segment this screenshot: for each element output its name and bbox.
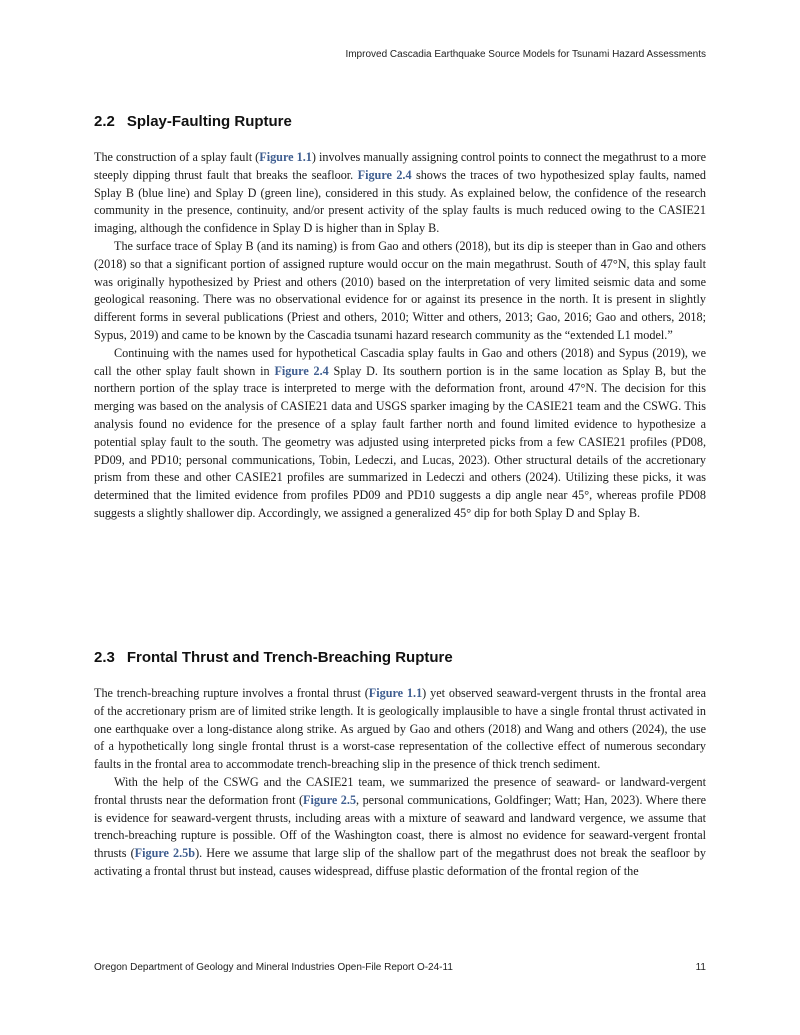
paragraph [94,774,706,881]
paragraph-text: , personal communications, Goldfinger; Watt; Han, 2023). Where there is evidence for seaward-vergent thrusts, including areas with a mixture of seaward and landward vergence, we assume that trench-breaching rupture is possible. Off of the Washington coast, there is almost no evidence for seaward-vergent frontal thrusts ( [94,792,706,861]
section-heading-2-2 [94,113,292,130]
paragraph [94,685,706,774]
section-body-2-3 [94,685,706,881]
paragraph-text: Splay D. Its southern portion is in the same location as Splay B, but the northern portion of the splay trace is interpreted to merge with the deformation front, around 47°N. The decision for this merging was based on the analysis of CASIE21 data and USGS sparker imaging by the CASIE21 team and the CSWG. This analysis found no evidence for the presence of a splay fault farther north and found limited evidence to hypothesize a potential splay fault to the south. The geometry was adjusted using interpreted picks from a few CASIE21 profiles (PD08, PD09, and PD10; personal communications, Tobin, Ledeczi, and Lucas, 2023). Other structural details of the accretionary prism from these and other CASIE21 profiles are summarized in Ledeczi and others (2024). Utilizing these picks, it was determined that the limited evidence from profiles PD09 and PD10 suggests a dip angle near 45°, whereas profile PD08 suggests a slightly shallower dip. Accordingly, we assigned a generalized 45° dip for both Splay D and Splay B. [94,363,706,520]
section-title: Frontal Thrust and Trench-Breaching Rupture [126,649,453,666]
paragraph-text: Continuing with the names used for hypothetical Cascadia splay faults in Gao and others (2018) and Sypus (2019), we call the other splay fault shown in [94,345,706,378]
paragraph-text: ). Here we assume that large slip of the shallow part of the megathrust does not break the seafloor by activating a frontal thrust but instead, causes widespread, diffuse plastic deformation of the frontal region of the [94,846,706,878]
figure-link[interactable]: Figure 2.5b [134,846,196,861]
paragraph-text: The construction of a splay fault ( [94,150,260,164]
figure-link[interactable]: Figure 2.4 [274,363,329,378]
footer-report-title: Oregon Department of Geology and Mineral Industries Open-File Report O-24-11 [94,962,453,973]
figure-link[interactable]: Figure 2.5 [303,792,357,807]
running-header: Improved Cascadia Earthquake Source Models for Tsunami Hazard Assessments [345,49,706,60]
section-number: 2.3 [94,649,115,666]
figure-link[interactable]: Figure 1.1 [368,686,423,700]
figure-link[interactable]: Figure 1.1 [259,150,312,164]
section-body-2-2 [94,149,706,523]
paragraph-text: ) yet observed seaward-vergent thrusts in the frontal area of the accretionary prism are of limited strike length. It is geologically implausible to have a single frontal thrust activated in one earthquake over a long-distance along strike. As argued by Gao and others (2018) and Wang and others (2024), the use of a hypothetically long single frontal thrust is a worst-case representation of the collective effect of numerous secondary faults in the frontal area to accommodate trench-breaching slip in the presence of thick trench sediment. [94,686,706,772]
paragraph-text: ) involves manually assigning control points to connect the megathrust to a more steeply dipping thrust fault that breaks the seafloor. [94,150,707,182]
paragraph [94,149,706,238]
figure-link[interactable]: Figure 2.4 [357,167,412,182]
paragraph: The surface trace of Splay B (and its naming) is from Gao and others (2018), but its dip is steeper than in Gao and others (2018) so that a significant portion of assigned rupture would occur on the main megathrust. South of 47°N, this splay fault was originally hypothesized by Priest and others (2010) based on the interpretation of very limited seismic data and some geological reasoning. There was no observational evidence for or against its presence in the north. It is present in slightly different forms in several publications (Priest and others, 2010; Witter and others, 2013; Gao, 2016; Gao and others, 2018; Sypus, 2019) and came to be known by the Cascadia tsunami hazard research community as the “extended L1 model.” [94,238,706,342]
paragraph-text: The trench-breaching rupture involves a frontal thrust ( [94,686,369,700]
section-title: Splay-Faulting Rupture [126,113,292,130]
paragraph [94,345,706,523]
section-number: 2.2 [94,113,115,130]
section-heading-2-3 [94,649,453,666]
paragraph-text: With the help of the CSWG and the CASIE21 team, we summarized the presence of seaward- or landward-vergent frontal thrusts near the deformation front ( [94,774,706,807]
paragraph-text: shows the traces of two hypothesized splay faults, named Splay B (blue line) and Splay D (green line), considered in this study. As explained below, the confidence of the research community in the presence, continuity, and/or present activity of the splay faults is much reduced owing to the CASIE21 imaging, although the confidence in Splay D is higher than in Splay B. [94,167,706,236]
page-number: 11 [695,962,706,973]
